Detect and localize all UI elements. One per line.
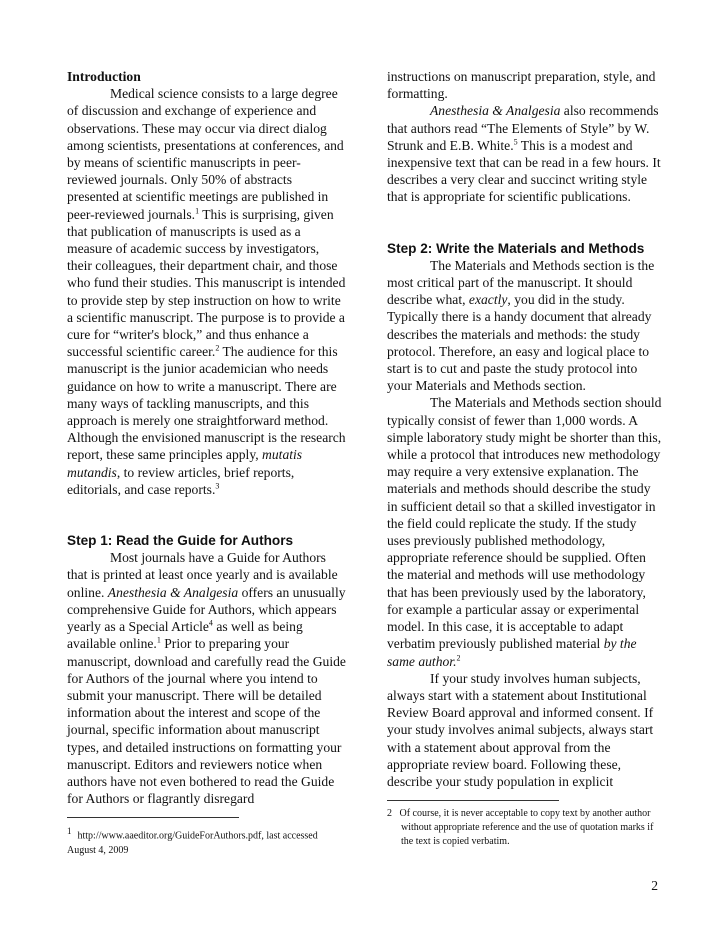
anesthesia-paragraph: Anesthesia & Analgesia also recommends that authors read “The Elements of Style” by W. Strunk and E.B. White.$^5$ This is a modest and inexpensive text that can be read in a few hours. It describes a very clear and succinct writing style that is appropriate for scientific publications. xyxy=(387,103,661,205)
footnote-divider xyxy=(67,817,239,818)
continued-paragraph: instructions on manuscript preparation, style, and formatting. xyxy=(387,69,656,102)
footnote-2: 2 Of course, it is never acceptable to copy text by another author without appropriate reference and the use of quotation marks if the text is copied verbatim. xyxy=(387,808,654,848)
right-column xyxy=(387,68,662,849)
page-number: 2 xyxy=(651,878,658,893)
left-column xyxy=(67,68,346,858)
step2-heading: Step 2: Write the Materials and Methods xyxy=(387,240,645,256)
step1-paragraph: Most journals have a Guide for Authors that is printed at least once yearly and is available online. Anesthesia & Analgesia offers an unusually comprehensive Guide for Authors, which appears yearly as a Special Article$^4$ as well as being available online.$^1$ Prior to preparing your manuscript, download and carefully read the Guide for Authors of the journal where you intend to submit your manuscript. There will be detailed information about the interest and scope of the journal, specific information about manuscript types, and detailed instructions on formatting your manuscript. Editors and reviewers notice when authors have not even bothered to read the Guide for Authors or flagrantly disregard xyxy=(67,550,346,807)
materials-paragraph-1: The Materials and Methods section is the most critical part of the manuscript. It should describe what, exactly, you did in the study. Typically there is a handy document that already describes the materials and methods: the study protocol. Therefore, an easy and logical place to start is to cut and paste the study protocol into your Materials and Methods section. xyxy=(387,257,655,394)
step1-heading: Step 1: Read the Guide for Authors xyxy=(67,533,294,549)
footnote-divider xyxy=(387,800,559,801)
intro-paragraph: Medical science consists to a large degree of discussion and exchange of experience and observations. These may occur via direct dialog among scientists, presentations at conferences, and by means of scientific manuscripts in peer-reviewed journals. Only 50% of abstracts presented at scientific meetings are published in peer-reviewed journals.$^1$ This is surprising, given that publication of manuscripts is used as a measure of academic success by investigators, their colleagues, their department chair, and those who fund their studies. This manuscript is intended to provide step by step instruction on how to write a scientific manuscript. The purpose is to provide a cure for “writer's block,” and thus enhance a successful scientific career.$^2$ The audience for this manuscript is the junior academician who needs guidance on how to write a manuscript. There are many ways of tackling manuscripts, and this approach is merely one straightforward method. Although the envisioned manuscript is the research report, these same principles apply, mutatis mutandis, to review articles, brief reports, editorials, and case reports.$^3$ xyxy=(67,86,346,497)
materials-paragraph-3: If your study involves human subjects, always start with a statement about Institutional Review Board approval and informed consent. If your study involves animal subjects, always start with a statement about approval from the appropriate review board. Following these, describe your study population in explicit xyxy=(387,670,654,789)
footnote-1: 1 http://www.aaeditor.org/GuideForAuthors.pdf, last accessed August 4, 2009 xyxy=(67,826,318,856)
intro-heading: Introduction xyxy=(67,69,141,84)
materials-paragraph-2: The Materials and Methods section should typically consist of fewer than 1,000 words. A simple laboratory study might be shorter than this, while a protocol that introduces new methodology may require a very extensive explanation. The materials and methods should describe the study in sufficient detail so that a skilled investigator in the field could replicate the study. If the study uses previously published methodology, appropriate reference should be supplied. Often the material and methods will use methodology that has been previously used by the laboratory, for example a particular assay or experimental model. In this case, it is acceptable to adapt verbatim previously published material by the same author.$^2$ xyxy=(387,395,662,669)
